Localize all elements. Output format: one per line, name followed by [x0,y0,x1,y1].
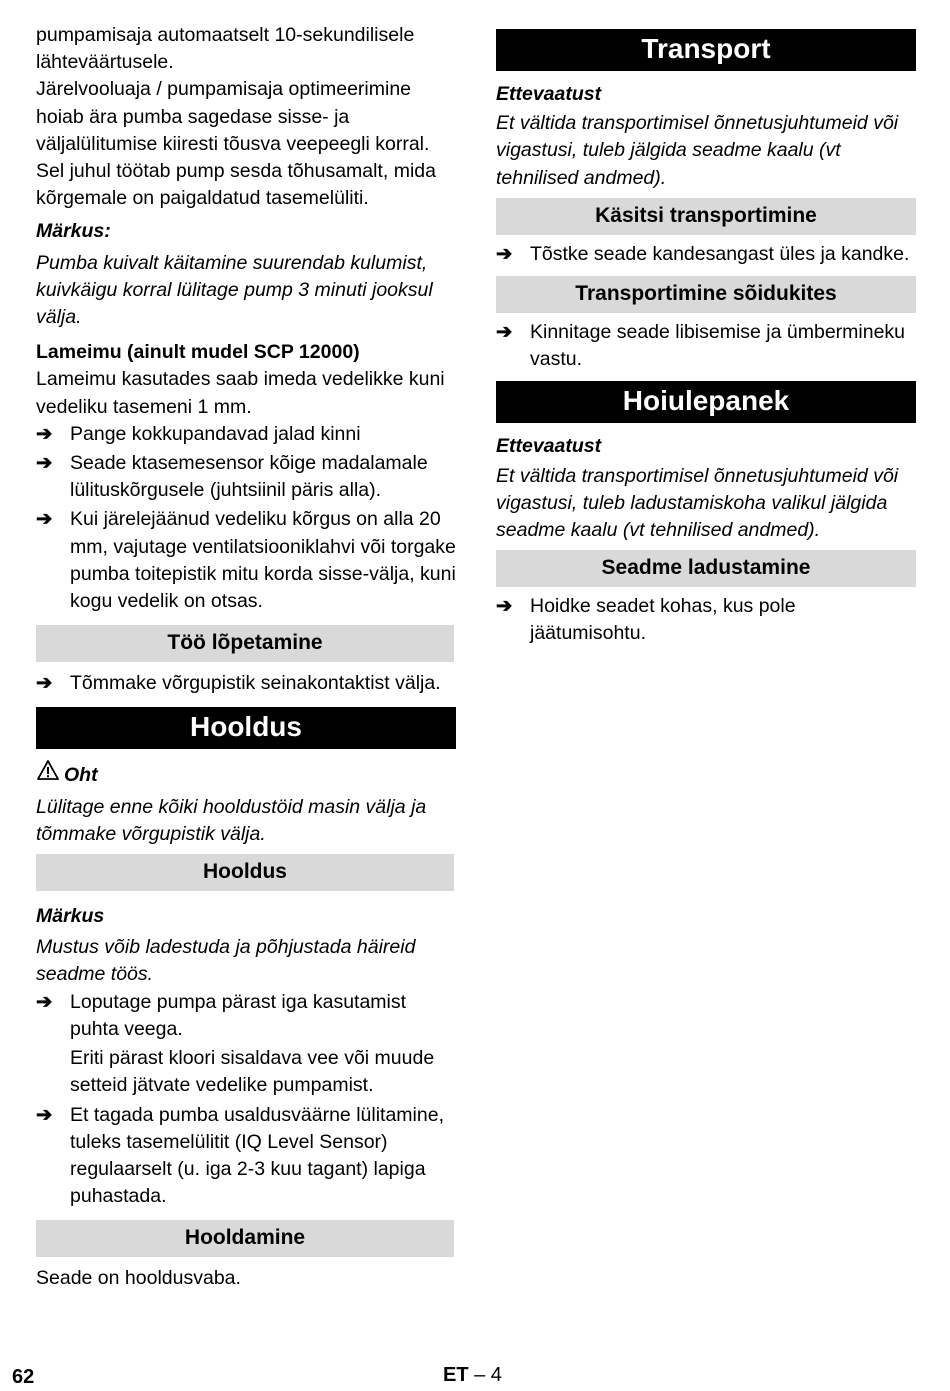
hooldamine-text: Seade on hooldusvaba. [36,1267,241,1290]
caution-text: Et vältida transportimisel õnnetusjuhtumeid või vigastusi, tuleb ladustamiskoha valikul jälgida seadme kaalu (vt tehnilised andmed). [496,464,899,542]
danger-text: Lülitage enne kõiki hooldustöid masin välja ja tõmmake võrgupistik välja. [36,795,427,845]
arrow-right-icon: ➔ [36,508,53,531]
arrow-right-icon: ➔ [36,1103,53,1126]
list-item: ➔ Tõstke seade kandesangast üles ja kandke. [496,241,916,268]
arrow-right-icon: ➔ [36,452,53,475]
list-item: ➔ Tõmmake võrgupistik seinakontaktist välja. [36,670,456,697]
arrow-right-icon: ➔ [496,242,513,265]
section-heading-soidukites: Transportimine sõidukites [496,276,916,313]
section-heading-hooldus: Hooldus [36,854,454,891]
page-number: 62 [12,1366,35,1388]
list-item: ➔ Kui järelejäänud vedeliku kõrgus on alla 20 mm, vajutage ventilatsiooniklahvi või torgake pumba toitepistik mitu korda sisse-välja, kuni kogu vedelik on otsas. [36,506,456,615]
language-code: ET [443,1364,469,1386]
arrow-right-icon: ➔ [36,672,53,695]
list-item: ➔ Seade ktasemesensor kõige madalamale lülituskõrgusele (juhtsiinil päris alla). [36,450,456,504]
chapter-title-transport: Transport [496,29,916,71]
note-text: Pumba kuivalt käitamine suurendab kulumist, kuivkäigu korral lülitage pump 3 minuti jooksul välja. [36,251,433,329]
arrow-right-icon: ➔ [36,990,53,1013]
section-heading-ladustamine: Seadme ladustamine [496,550,916,587]
arrow-right-icon: ➔ [36,422,53,445]
danger-label: Oht [36,759,456,789]
list-item: ➔ Et tagada pumba usaldusväärne lülitamine, tuleks tasemelülitit (IQ Level Sensor) regulaarselt (u. iga 2-3 kuu tagant) lapiga puhastada. [36,1102,456,1211]
section-heading-hooldamine: Hooldamine [36,1220,454,1257]
section-heading-too-lopetamine: Töö lõpetamine [36,625,454,662]
list-item: ➔ Loputage pumpa pärast iga kasutamist puhta veega. Eriti pärast kloori sisaldava vee või muude setteid jätvate vedelike pumpamist. [36,989,456,1100]
section-heading-kasitsi: Käsitsi transportimine [496,198,916,235]
chapter-title-hooldus: Hooldus [36,707,456,749]
caution-label: Ettevaatust [496,83,602,105]
list-item: ➔ Hoidke seadet kohas, kus pole jäätumisohtu. [496,593,916,647]
note-text: Mustus võib ladestuda ja põhjustada häireid seadme töös. [36,936,416,986]
note-label: Märkus [36,905,105,928]
left-column [36,22,456,1293]
warning-triangle-icon [36,759,64,789]
lameimu-text: Lameimu kasutades saab imeda vedelikke kuni vedeliku tasemeni 1 mm. [36,368,445,418]
caution-label: Ettevaatust [496,435,602,458]
caution-text: Et vältida transportimisel õnnetusjuhtumeid või vigastusi, tuleb jälgida seadme kaalu (vt tehnilised andmed). [496,112,899,189]
right-column [496,29,916,648]
continued-text: pumpamisaja automaatselt 10-sekundilisele lähteväärtusele. [36,24,415,74]
page-code [443,1362,502,1389]
lameimu-heading: Lameimu (ainult mudel SCP 12000) [36,341,360,364]
note-label: Märkus: [36,220,111,243]
list-item: ➔ Pange kokkupandavad jalad kinni [36,421,456,448]
intro-paragraph: Järelvooluaja / pumpamisaja optimeerimine hoiab ära pumba sagedase sisse- ja väljalülitumise kiiresti tõusva veepeegli korral. Sel juhul töötab pump sesda tõhusamalt, mida kõrgemale on paigaldatud tasemelüliti. [36,78,436,210]
list-item: ➔ Kinnitage seade libisemise ja ümberminеku vastu. [496,319,916,373]
chapter-title-hoiulepanek: Hoiulepanek [496,381,916,423]
arrow-right-icon: ➔ [496,321,513,344]
arrow-right-icon: ➔ [496,595,513,618]
page-ref: – 4 [474,1364,502,1386]
